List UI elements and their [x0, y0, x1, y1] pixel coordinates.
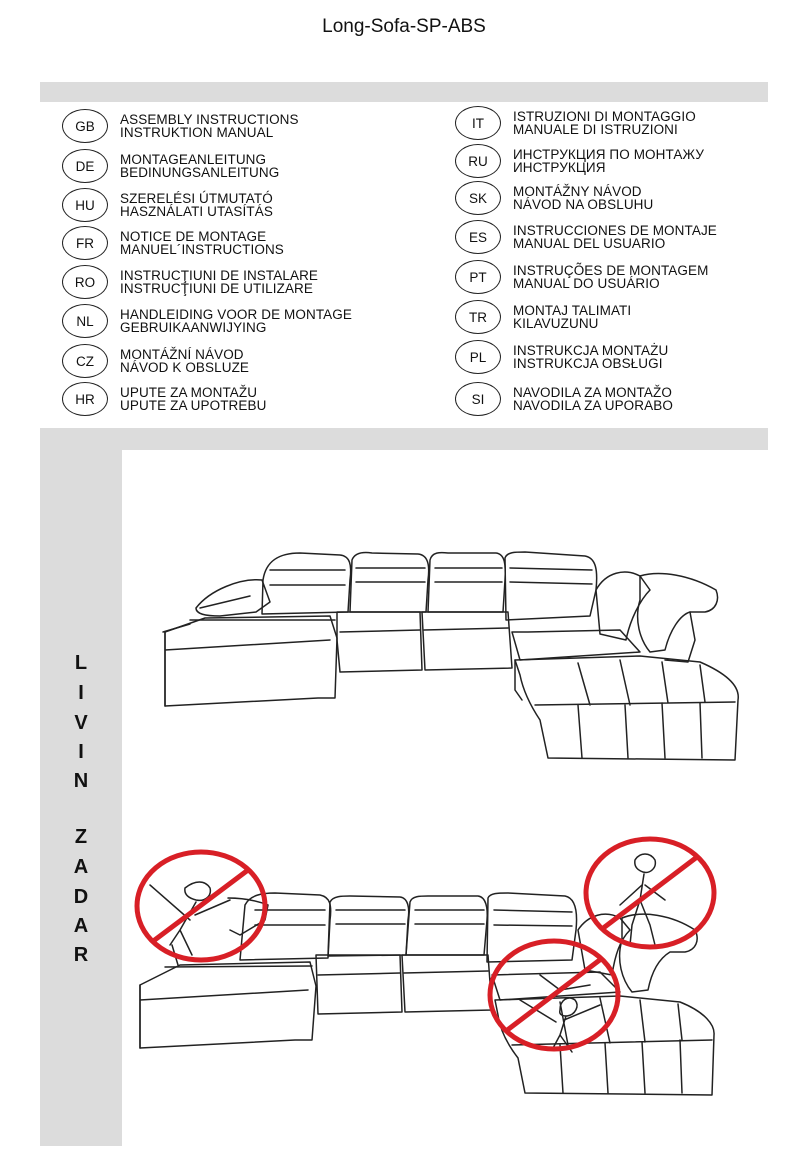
- language-line-1: MONTÁŽNY NÁVOD: [513, 184, 642, 199]
- language-line-2: NAVODILA ZA UPORABO: [513, 398, 673, 413]
- language-code-badge: RO: [62, 265, 108, 299]
- language-line-2: MANUEL´INSTRUCTIONS: [120, 242, 284, 257]
- vertical-letter: L: [74, 652, 88, 674]
- language-code-badge: DE: [62, 149, 108, 183]
- language-line-1: MONTAGEANLEITUNG: [120, 152, 267, 167]
- language-line-2: MANUAL DO USUÁRIO: [513, 276, 660, 291]
- vertical-letter: A: [73, 856, 89, 878]
- language-line-2: MANUAL DEL USUARIO: [513, 236, 666, 251]
- language-code-badge: NL: [62, 304, 108, 338]
- language-line-1: INSTRUÇÕES DE MONTAGEM: [513, 263, 709, 278]
- document-title: Long-Sofa-SP-ABS: [322, 16, 486, 37]
- language-line-1: INSTRUCŢIUNI DE INSTALARE: [120, 268, 319, 283]
- vertical-letter: N: [73, 770, 89, 792]
- language-line-2: NÁVOD K OBSLUZE: [120, 360, 250, 375]
- language-code-badge: SK: [455, 181, 501, 215]
- language-line-1: MONTAJ TALIMATI: [513, 303, 632, 318]
- language-code-badge: GB: [62, 109, 108, 143]
- language-line-2: HASZNÁLATI UTASÍTÁS: [120, 204, 273, 219]
- language-code-badge: ES: [455, 220, 501, 254]
- vertical-letter: V: [74, 712, 88, 734]
- language-code-badge: SI: [455, 382, 501, 416]
- language-line-1: MONTÁŽNÍ NÁVOD: [120, 347, 244, 362]
- language-code-badge: CZ: [62, 344, 108, 378]
- language-line-2: INSTRUCŢIUNI DE UTILIZARE: [120, 281, 314, 296]
- language-line-1: ISTRUZIONI DI MONTAGGIO: [513, 109, 696, 124]
- language-line-2: INSTRUKCJA OBSŁUGI: [513, 356, 663, 371]
- vertical-letter: D: [73, 886, 89, 908]
- language-code-badge: FR: [62, 226, 108, 260]
- vertical-letter: A: [73, 915, 89, 937]
- language-line-2: GEBRUIKAANWIJYING: [120, 320, 267, 335]
- language-code-badge: PL: [455, 340, 501, 374]
- language-code-badge: PT: [455, 260, 501, 294]
- language-line-1: NOTICE DE MONTAGE: [120, 229, 267, 244]
- language-line-2: INSTRUKTION MANUAL: [120, 125, 274, 140]
- language-code-badge: HU: [62, 188, 108, 222]
- language-line-1: ASSEMBLY INSTRUCTIONS: [120, 112, 299, 127]
- language-line-1: NAVODILA ZA MONTAŽO: [513, 385, 672, 400]
- language-line-1: INSTRUCCIONES DE MONTAJE: [513, 223, 717, 238]
- language-line-2: ИНСТРУКЦИЯ: [513, 160, 606, 175]
- language-line-2: KILAVUZUNU: [513, 316, 599, 331]
- language-line-2: UPUTE ZA UPOTREBU: [120, 398, 267, 413]
- language-line-1: HANDLEIDING VOOR DE MONTAGE: [120, 307, 352, 322]
- language-line-2: NÁVOD NA OBSLUHU: [513, 197, 654, 212]
- language-code-badge: HR: [62, 382, 108, 416]
- vertical-letter: Z: [74, 826, 88, 848]
- language-line-2: BEDINUNGSANLEITUNG: [120, 165, 280, 180]
- language-line-1: SZERELÉSI ÚTMUTATÓ: [120, 191, 273, 206]
- language-line-2: MANUALE DI ISTRUZIONI: [513, 122, 678, 137]
- language-code-badge: TR: [455, 300, 501, 334]
- vertical-letter: I: [78, 682, 84, 704]
- language-line-1: ИНСТРУКЦИЯ ПО МОНТАЖУ: [513, 147, 705, 162]
- language-line-1: UPUTE ZA MONTAŽU: [120, 385, 258, 400]
- vertical-letter: R: [73, 944, 89, 966]
- language-code-badge: RU: [455, 144, 501, 178]
- language-code-badge: IT: [455, 106, 501, 140]
- language-line-1: INSTRUKCJA MONTAŻU: [513, 343, 669, 358]
- vertical-letter: I: [78, 741, 84, 763]
